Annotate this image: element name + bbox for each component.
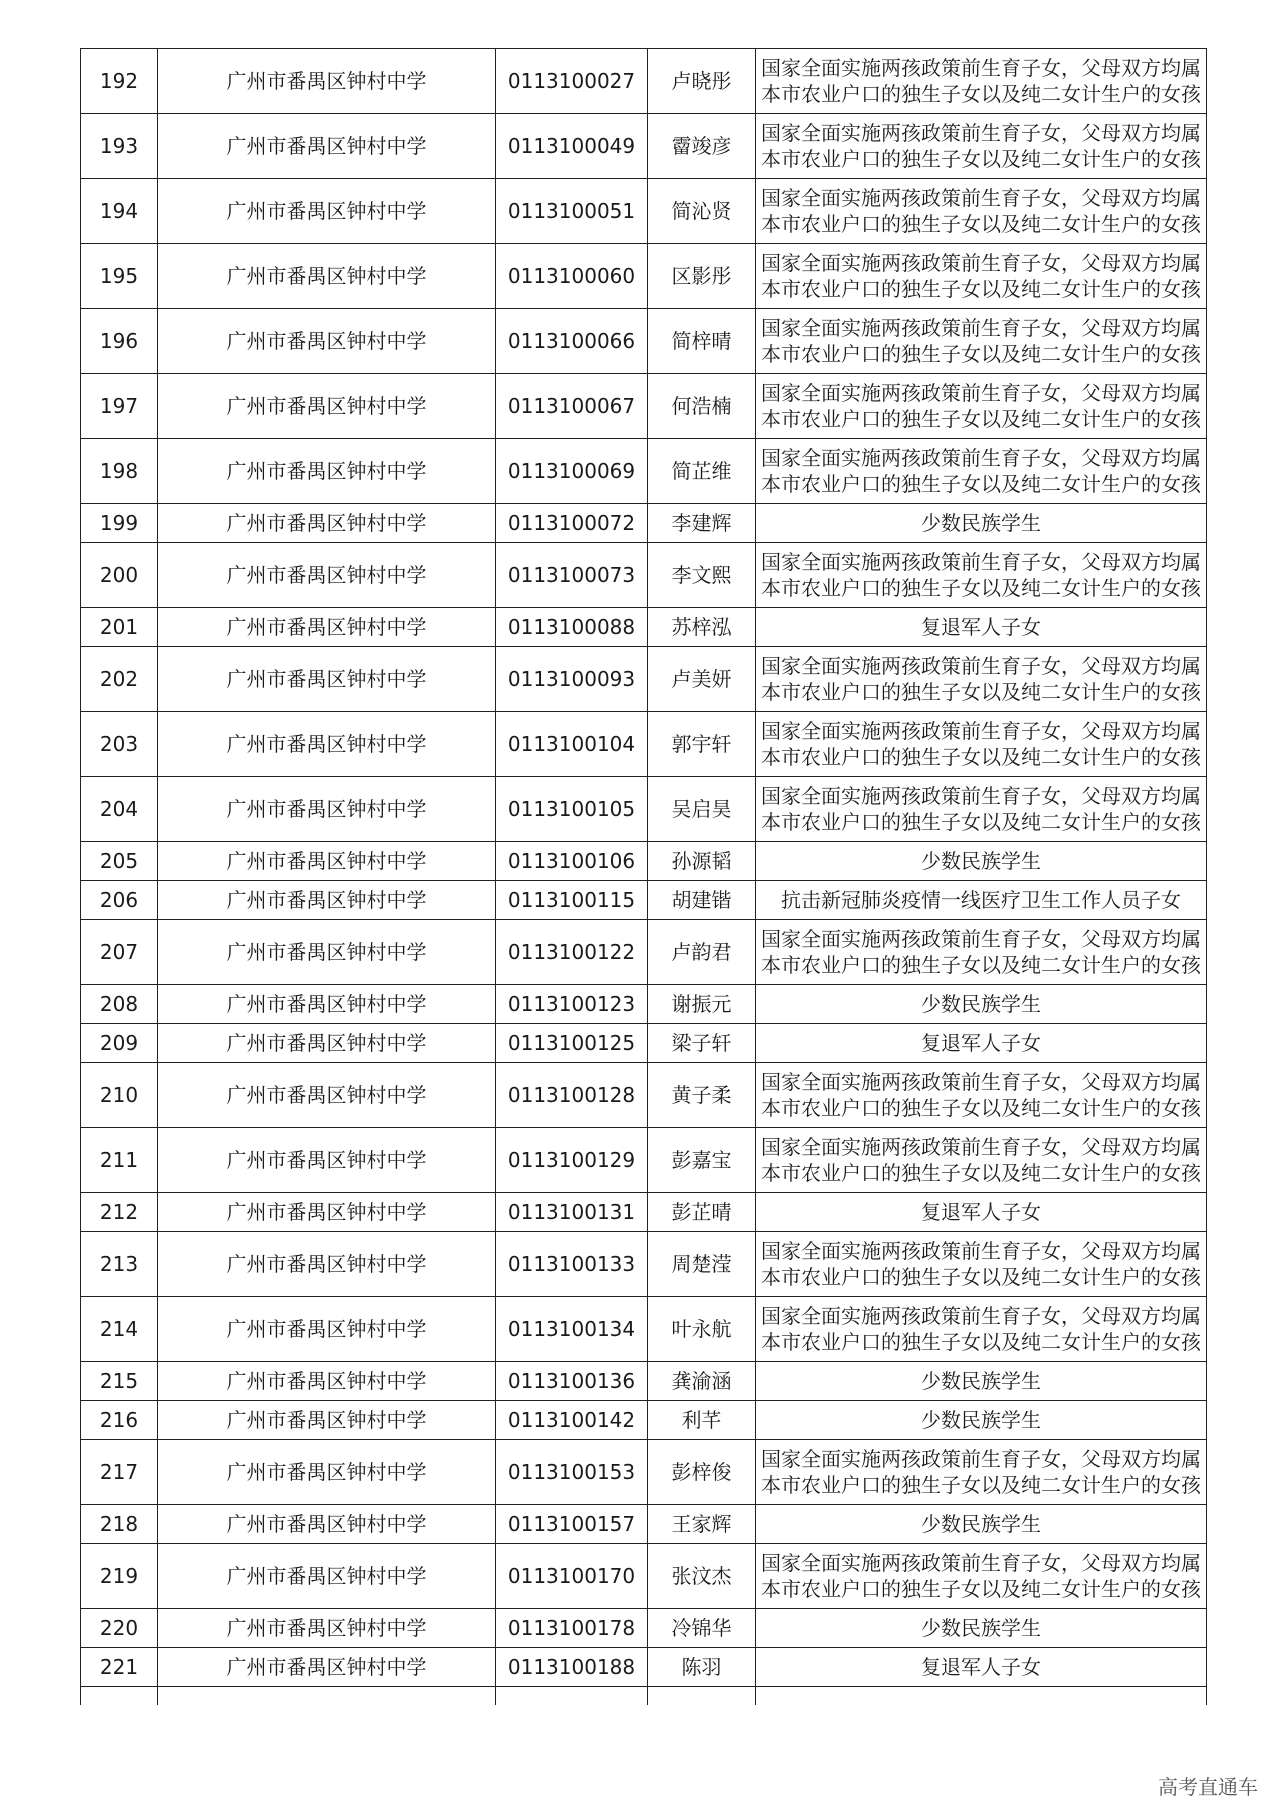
table-row (81, 1609, 1207, 1648)
school-name: 广州市番禺区钟村中学 (158, 1362, 496, 1401)
eligibility-note-line: 少数民族学生 (921, 1616, 1041, 1640)
table-row (81, 1544, 1207, 1609)
eligibility-note (756, 842, 1207, 881)
eligibility-note (756, 647, 1207, 712)
row-number: 214 (81, 1297, 158, 1362)
table-row (81, 114, 1207, 179)
student-id: 0113100128 (496, 1063, 648, 1128)
eligibility-note-line: 本市农业户口的独生子女以及纯二女计生户的女孩 (761, 1265, 1201, 1289)
eligibility-note (756, 712, 1207, 777)
student-id: 0113100104 (496, 712, 648, 777)
eligibility-note-line: 少数民族学生 (921, 1369, 1041, 1393)
student-name: 彭梓俊 (648, 1440, 756, 1505)
table-row (81, 985, 1207, 1024)
row-number: 215 (81, 1362, 158, 1401)
eligibility-note-line: 本市农业户口的独生子女以及纯二女计生户的女孩 (761, 212, 1201, 236)
eligibility-note-line: 本市农业户口的独生子女以及纯二女计生户的女孩 (761, 680, 1201, 704)
student-id: 0113100170 (496, 1544, 648, 1609)
school-name: 广州市番禺区钟村中学 (158, 1401, 496, 1440)
school-name: 广州市番禺区钟村中学 (158, 1544, 496, 1609)
row-number: 207 (81, 920, 158, 985)
eligibility-note-line: 国家全面实施两孩政策前生育子女，父母双方均属 (761, 654, 1201, 678)
student-id: 0113100072 (496, 504, 648, 543)
eligibility-note-line: 复退军人子女 (921, 1655, 1041, 1679)
row-number: 198 (81, 439, 158, 504)
eligibility-note-line: 本市农业户口的独生子女以及纯二女计生户的女孩 (761, 472, 1201, 496)
table-row (81, 777, 1207, 842)
eligibility-note-line: 少数民族学生 (921, 1512, 1041, 1536)
eligibility-note (756, 1505, 1207, 1544)
student-name: 何浩楠 (648, 374, 756, 439)
student-name: 彭芷晴 (648, 1193, 756, 1232)
student-name: 区影彤 (648, 244, 756, 309)
row-number: 217 (81, 1440, 158, 1505)
student-name: 孙源韬 (648, 842, 756, 881)
school-name: 广州市番禺区钟村中学 (158, 1297, 496, 1362)
table-row (81, 1648, 1207, 1687)
row-number: 192 (81, 49, 158, 114)
student-id: 0113100106 (496, 842, 648, 881)
school-name: 广州市番禺区钟村中学 (158, 1128, 496, 1193)
eligibility-note (756, 920, 1207, 985)
table-row (81, 244, 1207, 309)
school-name: 广州市番禺区钟村中学 (158, 1648, 496, 1687)
eligibility-note-line: 本市农业户口的独生子女以及纯二女计生户的女孩 (761, 277, 1201, 301)
student-name: 张汶杰 (648, 1544, 756, 1609)
student-id: 0113100067 (496, 374, 648, 439)
eligibility-note-line: 国家全面实施两孩政策前生育子女，父母双方均属 (761, 251, 1201, 275)
empty-cell (756, 1687, 1207, 1706)
empty-cell (496, 1687, 648, 1706)
eligibility-note (756, 1401, 1207, 1440)
row-number: 200 (81, 543, 158, 608)
school-name: 广州市番禺区钟村中学 (158, 1440, 496, 1505)
table-row (81, 1232, 1207, 1297)
student-name: 陈羽 (648, 1648, 756, 1687)
student-name: 梁子轩 (648, 1024, 756, 1063)
table-row (81, 1401, 1207, 1440)
student-name: 简芷维 (648, 439, 756, 504)
student-name: 李建辉 (648, 504, 756, 543)
table-row (81, 179, 1207, 244)
student-name: 吴启昊 (648, 777, 756, 842)
eligibility-note-line: 本市农业户口的独生子女以及纯二女计生户的女孩 (761, 953, 1201, 977)
eligibility-note (756, 1609, 1207, 1648)
student-id: 0113100153 (496, 1440, 648, 1505)
eligibility-note-line: 复退军人子女 (921, 1200, 1041, 1224)
student-id: 0113100188 (496, 1648, 648, 1687)
eligibility-note-line: 国家全面实施两孩政策前生育子女，父母双方均属 (761, 927, 1201, 951)
eligibility-note-line: 复退军人子女 (921, 1031, 1041, 1055)
row-number: 197 (81, 374, 158, 439)
eligibility-note (756, 608, 1207, 647)
row-number: 211 (81, 1128, 158, 1193)
student-id: 0113100122 (496, 920, 648, 985)
row-number: 206 (81, 881, 158, 920)
student-name: 利芊 (648, 1401, 756, 1440)
eligibility-note (756, 504, 1207, 543)
eligibility-note (756, 374, 1207, 439)
student-id: 0113100093 (496, 647, 648, 712)
eligibility-note (756, 1297, 1207, 1362)
eligibility-note (756, 881, 1207, 920)
table-row (81, 1193, 1207, 1232)
student-name: 李文熙 (648, 543, 756, 608)
student-id: 0113100134 (496, 1297, 648, 1362)
table-row (81, 1063, 1207, 1128)
eligibility-note (756, 1648, 1207, 1687)
table-row (81, 1505, 1207, 1544)
eligibility-note-line: 国家全面实施两孩政策前生育子女，父母双方均属 (761, 1447, 1201, 1471)
student-name: 卢美妍 (648, 647, 756, 712)
student-id: 0113100060 (496, 244, 648, 309)
school-name: 广州市番禺区钟村中学 (158, 179, 496, 244)
row-number: 219 (81, 1544, 158, 1609)
row-number: 199 (81, 504, 158, 543)
table-row (81, 881, 1207, 920)
school-name: 广州市番禺区钟村中学 (158, 543, 496, 608)
row-number: 221 (81, 1648, 158, 1687)
student-name: 苏梓泓 (648, 608, 756, 647)
student-id: 0113100049 (496, 114, 648, 179)
table-row (81, 920, 1207, 985)
student-id: 0113100178 (496, 1609, 648, 1648)
row-number: 213 (81, 1232, 158, 1297)
watermark: 高考直通车 (1158, 1775, 1258, 1799)
table-row (81, 49, 1207, 114)
row-number: 209 (81, 1024, 158, 1063)
school-name: 广州市番禺区钟村中学 (158, 608, 496, 647)
eligibility-note (756, 1063, 1207, 1128)
table-row (81, 439, 1207, 504)
eligibility-note-line: 国家全面实施两孩政策前生育子女，父母双方均属 (761, 446, 1201, 470)
empty-cell (81, 1687, 158, 1706)
school-name: 广州市番禺区钟村中学 (158, 777, 496, 842)
student-name: 冷锦华 (648, 1609, 756, 1648)
eligibility-note-line: 少数民族学生 (921, 849, 1041, 873)
eligibility-note (756, 179, 1207, 244)
eligibility-note (756, 985, 1207, 1024)
student-id: 0113100125 (496, 1024, 648, 1063)
student-id: 0113100129 (496, 1128, 648, 1193)
empty-cell (158, 1687, 496, 1706)
table-row (81, 712, 1207, 777)
roster-body (81, 49, 1207, 1706)
student-id: 0113100142 (496, 1401, 648, 1440)
eligibility-note-line: 本市农业户口的独生子女以及纯二女计生户的女孩 (761, 1096, 1201, 1120)
eligibility-note-line: 少数民族学生 (921, 511, 1041, 535)
student-id: 0113100051 (496, 179, 648, 244)
eligibility-note (756, 49, 1207, 114)
eligibility-note-line: 本市农业户口的独生子女以及纯二女计生户的女孩 (761, 1577, 1201, 1601)
eligibility-note-line: 国家全面实施两孩政策前生育子女，父母双方均属 (761, 1070, 1201, 1094)
school-name: 广州市番禺区钟村中学 (158, 985, 496, 1024)
eligibility-note (756, 439, 1207, 504)
empty-cell (648, 1687, 756, 1706)
school-name: 广州市番禺区钟村中学 (158, 244, 496, 309)
eligibility-note-line: 国家全面实施两孩政策前生育子女，父母双方均属 (761, 1239, 1201, 1263)
row-number: 208 (81, 985, 158, 1024)
school-name: 广州市番禺区钟村中学 (158, 1609, 496, 1648)
student-name: 龚渝涵 (648, 1362, 756, 1401)
school-name: 广州市番禺区钟村中学 (158, 309, 496, 374)
student-id: 0113100027 (496, 49, 648, 114)
table-row (81, 1362, 1207, 1401)
school-name: 广州市番禺区钟村中学 (158, 1063, 496, 1128)
school-name: 广州市番禺区钟村中学 (158, 49, 496, 114)
eligibility-note-line: 抗击新冠肺炎疫情一线医疗卫生工作人员子女 (781, 888, 1181, 912)
eligibility-note (756, 114, 1207, 179)
row-number: 210 (81, 1063, 158, 1128)
eligibility-note-line: 国家全面实施两孩政策前生育子女，父母双方均属 (761, 719, 1201, 743)
eligibility-note-line: 本市农业户口的独生子女以及纯二女计生户的女孩 (761, 1473, 1201, 1497)
table-row (81, 1024, 1207, 1063)
row-number: 220 (81, 1609, 158, 1648)
student-name: 郭宇轩 (648, 712, 756, 777)
row-number: 196 (81, 309, 158, 374)
row-number: 203 (81, 712, 158, 777)
student-name: 叶永航 (648, 1297, 756, 1362)
eligibility-note (756, 543, 1207, 608)
student-id: 0113100073 (496, 543, 648, 608)
row-number: 193 (81, 114, 158, 179)
row-number: 218 (81, 1505, 158, 1544)
student-name: 卢韵君 (648, 920, 756, 985)
row-number: 205 (81, 842, 158, 881)
table-row (81, 1297, 1207, 1362)
school-name: 广州市番禺区钟村中学 (158, 920, 496, 985)
eligibility-note (756, 244, 1207, 309)
student-name: 谢振元 (648, 985, 756, 1024)
table-row-continued (81, 1687, 1207, 1706)
eligibility-note-line: 本市农业户口的独生子女以及纯二女计生户的女孩 (761, 342, 1201, 366)
student-id: 0113100133 (496, 1232, 648, 1297)
eligibility-note-line: 国家全面实施两孩政策前生育子女，父母双方均属 (761, 186, 1201, 210)
student-id: 0113100157 (496, 1505, 648, 1544)
eligibility-note-line: 国家全面实施两孩政策前生育子女，父母双方均属 (761, 381, 1201, 405)
eligibility-note (756, 1128, 1207, 1193)
table-row (81, 543, 1207, 608)
student-name: 彭嘉宝 (648, 1128, 756, 1193)
eligibility-note (756, 309, 1207, 374)
eligibility-note-line: 国家全面实施两孩政策前生育子女，父母双方均属 (761, 1135, 1201, 1159)
eligibility-note-line: 本市农业户口的独生子女以及纯二女计生户的女孩 (761, 147, 1201, 171)
row-number: 194 (81, 179, 158, 244)
student-name: 王家辉 (648, 1505, 756, 1544)
eligibility-note-line: 本市农业户口的独生子女以及纯二女计生户的女孩 (761, 82, 1201, 106)
student-id: 0113100115 (496, 881, 648, 920)
school-name: 广州市番禺区钟村中学 (158, 1232, 496, 1297)
eligibility-note (756, 1024, 1207, 1063)
student-name: 霤竣彦 (648, 114, 756, 179)
eligibility-note-line: 本市农业户口的独生子女以及纯二女计生户的女孩 (761, 745, 1201, 769)
school-name: 广州市番禺区钟村中学 (158, 1193, 496, 1232)
eligibility-note-line: 国家全面实施两孩政策前生育子女，父母双方均属 (761, 784, 1201, 808)
school-name: 广州市番禺区钟村中学 (158, 842, 496, 881)
eligibility-note (756, 777, 1207, 842)
eligibility-note-line: 本市农业户口的独生子女以及纯二女计生户的女孩 (761, 576, 1201, 600)
school-name: 广州市番禺区钟村中学 (158, 439, 496, 504)
student-name: 周楚滢 (648, 1232, 756, 1297)
row-number: 204 (81, 777, 158, 842)
eligibility-note (756, 1440, 1207, 1505)
row-number: 201 (81, 608, 158, 647)
school-name: 广州市番禺区钟村中学 (158, 881, 496, 920)
eligibility-note-line: 国家全面实施两孩政策前生育子女，父母双方均属 (761, 316, 1201, 340)
school-name: 广州市番禺区钟村中学 (158, 1505, 496, 1544)
eligibility-note-line: 国家全面实施两孩政策前生育子女，父母双方均属 (761, 1551, 1201, 1575)
school-name: 广州市番禺区钟村中学 (158, 1024, 496, 1063)
row-number: 212 (81, 1193, 158, 1232)
eligibility-note-line: 国家全面实施两孩政策前生育子女，父母双方均属 (761, 1304, 1201, 1328)
table-row (81, 504, 1207, 543)
student-name: 简梓晴 (648, 309, 756, 374)
eligibility-note (756, 1544, 1207, 1609)
school-name: 广州市番禺区钟村中学 (158, 504, 496, 543)
eligibility-note (756, 1362, 1207, 1401)
table-row (81, 647, 1207, 712)
row-number: 216 (81, 1401, 158, 1440)
student-name: 黄子柔 (648, 1063, 756, 1128)
eligibility-note-line: 本市农业户口的独生子女以及纯二女计生户的女孩 (761, 1161, 1201, 1185)
school-name: 广州市番禺区钟村中学 (158, 647, 496, 712)
student-id: 0113100123 (496, 985, 648, 1024)
student-name: 简沁贤 (648, 179, 756, 244)
student-name: 卢晓彤 (648, 49, 756, 114)
eligibility-note-line: 国家全面实施两孩政策前生育子女，父母双方均属 (761, 121, 1201, 145)
eligibility-note (756, 1232, 1207, 1297)
student-id: 0113100069 (496, 439, 648, 504)
table-row (81, 842, 1207, 881)
student-id: 0113100105 (496, 777, 648, 842)
student-id: 0113100131 (496, 1193, 648, 1232)
row-number: 195 (81, 244, 158, 309)
eligibility-note-line: 复退军人子女 (921, 615, 1041, 639)
eligibility-note-line: 本市农业户口的独生子女以及纯二女计生户的女孩 (761, 1330, 1201, 1354)
eligibility-note (756, 1193, 1207, 1232)
roster-table (80, 48, 1207, 1705)
table-row (81, 374, 1207, 439)
student-id: 0113100136 (496, 1362, 648, 1401)
roster-sheet (80, 48, 1206, 1705)
eligibility-note-line: 本市农业户口的独生子女以及纯二女计生户的女孩 (761, 810, 1201, 834)
school-name: 广州市番禺区钟村中学 (158, 712, 496, 777)
school-name: 广州市番禺区钟村中学 (158, 114, 496, 179)
student-id: 0113100088 (496, 608, 648, 647)
student-name: 胡建锴 (648, 881, 756, 920)
eligibility-note-line: 少数民族学生 (921, 992, 1041, 1016)
eligibility-note-line: 本市农业户口的独生子女以及纯二女计生户的女孩 (761, 407, 1201, 431)
school-name: 广州市番禺区钟村中学 (158, 374, 496, 439)
row-number: 202 (81, 647, 158, 712)
eligibility-note-line: 国家全面实施两孩政策前生育子女，父母双方均属 (761, 56, 1201, 80)
student-id: 0113100066 (496, 309, 648, 374)
table-row (81, 608, 1207, 647)
eligibility-note-line: 国家全面实施两孩政策前生育子女，父母双方均属 (761, 550, 1201, 574)
table-row (81, 1440, 1207, 1505)
table-row (81, 309, 1207, 374)
table-row (81, 1128, 1207, 1193)
eligibility-note-line: 少数民族学生 (921, 1408, 1041, 1432)
